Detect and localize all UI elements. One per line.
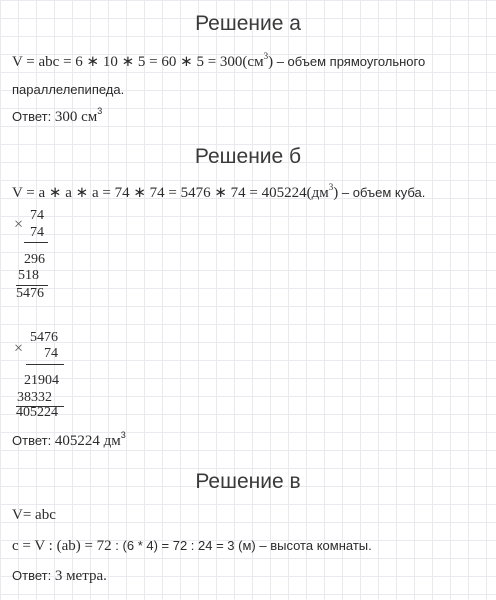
- section-c-formula-1: V= abc: [12, 507, 56, 523]
- mult2-top: 5476: [30, 330, 58, 345]
- formula-text: V = abc = 6 ∗ 10 ∗ 5 = 60 ∗ 5 = 300(см: [12, 54, 264, 70]
- formula-superscript: 3: [328, 182, 334, 192]
- mult1-top: 74: [30, 208, 44, 223]
- section-c-answer: [12, 567, 107, 585]
- answer-superscript: 3: [120, 430, 126, 440]
- section-b-answer: [12, 432, 126, 450]
- formula-note: – объем куба.: [338, 185, 426, 200]
- formula-superscript: 3: [263, 51, 269, 61]
- section-c-heading: Решение в: [195, 470, 301, 493]
- answer-value: 300 см: [54, 109, 98, 125]
- mult2-partial-2: 38332: [17, 390, 52, 405]
- mult2-partial-1: 21904: [24, 373, 59, 388]
- formula-close: ): [268, 54, 274, 70]
- answer-superscript: 3: [97, 106, 103, 116]
- mult1-bottom: 74: [30, 225, 44, 240]
- answer-value: 3 метра.: [54, 568, 107, 584]
- mult2-bottom: 74: [44, 346, 58, 361]
- answer-value: 405224 дм: [54, 433, 121, 449]
- formula-rest: : (6 * 4) = 72 : 24 = 3 (м) – высота комнаты.: [111, 538, 372, 553]
- answer-label: Ответ:: [12, 433, 55, 448]
- mult2-result: 405224: [16, 405, 58, 420]
- section-a-heading: Решение а: [195, 12, 301, 35]
- formula-math: c = V : (ab) = 72: [12, 538, 112, 554]
- formula-text: V = a ∗ a ∗ a = 74 ∗ 74 = 5476 ∗ 74 = 405224(дм: [12, 185, 329, 201]
- mult1-result: 5476: [16, 286, 44, 301]
- mult2-line: [26, 364, 64, 365]
- section-a-formula: [12, 52, 425, 71]
- formula-close: ): [333, 185, 339, 201]
- multiply-sign: ×: [14, 340, 24, 357]
- answer-label: Ответ:: [12, 109, 55, 124]
- section-b-formula: [12, 183, 425, 202]
- multiply-sign: ×: [14, 216, 24, 233]
- mult1-partial-2: 518: [18, 268, 39, 283]
- formula-note: – объем прямоугольного: [273, 54, 426, 69]
- mult1-line: [24, 242, 48, 243]
- mult1-partial-1: 296: [24, 252, 45, 267]
- answer-label: Ответ:: [12, 568, 55, 583]
- section-b-heading: Решение б: [194, 145, 302, 168]
- section-c-formula-2: [12, 537, 372, 555]
- section-a-note-cont: параллелепипеда.: [12, 82, 125, 97]
- section-a-answer: [12, 108, 102, 126]
